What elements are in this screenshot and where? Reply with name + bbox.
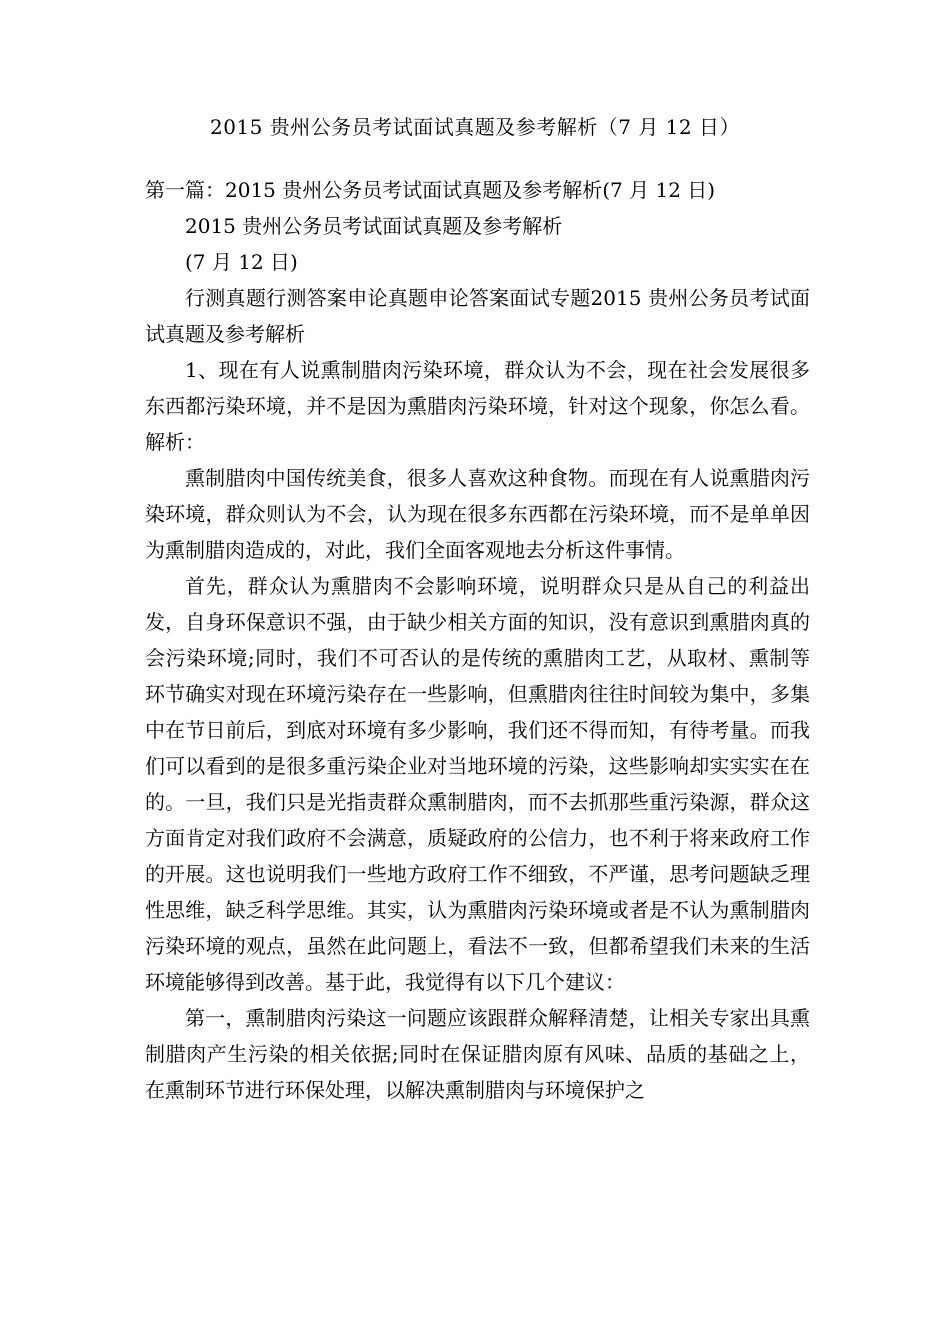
analysis-paragraph: 首先，群众认为熏腊肉不会影响环境，说明群众只是从自己的利益出发，自身环保意识不强，由于缺少相关方面的知识，没有意识到熏腊肉真的会污染环境;同时，我们不可否认的是传统的熏腊肉工艺，从取材、熏制等环节确实对现在环境污染存在一些影响，但熏腊肉往往时间较为集中，多集中在节日前后，到底对环境有多少影响，我们还不得而知，有待考量。而我们可以看到的是很多重污染企业对当地环境的污染，这些影响却实实实在在的。一旦，我们只是光指责群众熏制腊肉，而不去抓那些重污染源，群众这方面肯定对我们政府不会满意，质疑政府的公信力，也不利于将来政府工作的开展。这也说明我们一些地方政府工作不细致，不严谨，思考问题缺乏理性思维，缺乏科学思维。其实，认为熏腊肉污染环境或者是不认为熏制腊肉污染环境的观点，虽然在此问题上，看法不一致，但都希望我们未来的生活环境能够得到改善。基于此，我觉得有以下几个建议： xyxy=(145,574,810,994)
subtitle-line: 2015 贵州公务员考试面试真题及参考解析 xyxy=(185,214,563,238)
question-paragraph: 1、现在有人说熏制腊肉污染环境，群众认为不会，现在社会发展很多东西都污染环境，并不是因为熏腊肉污染环境，针对这个现象，你怎么看。解析： xyxy=(145,358,810,454)
analysis-paragraph: 熏制腊肉中国传统美食，很多人喜欢这种食物。而现在有人说熏腊肉污染环境，群众则认为不会，认为现在很多东西都在污染环境，而不是单单因为熏制腊肉造成的，对此，我们全面客观地去分析这件事情。 xyxy=(145,466,810,562)
suggestion-paragraph: 第一，熏制腊肉污染这一问题应该跟群众解释清楚，让相关专家出具熏制腊肉产生污染的相关依据;同时在保证腊肉原有风味、品质的基础之上，在熏制环节进行环保处理，以解决熏制腊肉与环境保护之 xyxy=(145,1006,810,1102)
category-line: 行测真题行测答案申论真题申论答案面试专题2015 贵州公务员考试面试真题及参考解析 xyxy=(145,286,810,346)
document-title: 2015 贵州公务员考试面试真题及参考解析（7 月 12 日） xyxy=(209,115,740,139)
document-body xyxy=(145,172,810,1108)
section-heading: 第一篇：2015 贵州公务员考试面试真题及参考解析(7 月 12 日) xyxy=(145,178,716,202)
date-line: (7 月 12 日) xyxy=(185,250,298,274)
